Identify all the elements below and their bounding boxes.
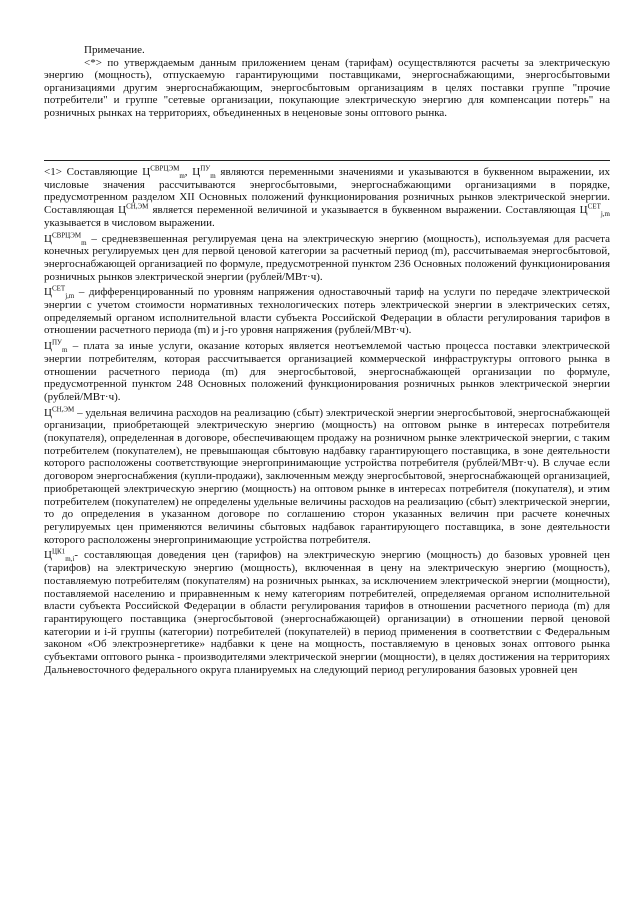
note-text: <*> по утверждаемым данным приложением ценам (тарифам) осуществляются расчеты за электрическую энергию (мощность), отпускаемую гарантирующими поставщиками, энергоснабжающими, энергосбытовыми организациями другим энергоснабжающим, энергосбытовым организациям в целях поставки группе "прочие потребители" и группе "сетевые организации, покупающие электрическую энергию для компенсации потерь" на розничных рынках на территориях, объединенных в неценовые зоны оптового рынка. (44, 56, 610, 119)
symbol-svrtsem: $Ц^{СВРЦЭМ}_m$ (44, 230, 87, 247)
definition-set (44, 286, 610, 337)
definition-set-text: – дифференцированный по уровням напряжения одноставочный тариф на услуги по передаче электрической энергии с учетом стоимости нормативных технологических потерь электрической энергии в электрических сетях, определяемый органом исполнительной власти субъекта Российской Федерации в области регулирования тарифов в отношении расчетного периода (m) и j-го уровня напряжения (рублей/МВт·ч). (44, 286, 611, 337)
definitions-section (44, 166, 610, 679)
note-heading: Примечание. (84, 44, 145, 56)
definition-pu-text: – плата за иные услуги, оказание которых является неотъемлемой частью процесса поставки электрической энергии потребителям, которая рассчитывается организацией коммерческой инфраструктуры оптового рынка в отношении расчетного периода (m) для энергосбытовой, энергоснабжающей организации по формуле, предусмотренной пунктом 248 Основных положений функционирования розничных рынков электрической энергии (рублей/МВт·ч). (44, 340, 611, 403)
symbol-set: $Ц^{СЕТ}_{j,m}$ (44, 284, 75, 301)
footnote-1-text-2: является переменной величиной и указывается в буквенном выражении. Составляющая (148, 204, 580, 217)
footnote-1-text-1: являются переменными значениями и указываются в буквенном выражении, их числовые значения рассчитываются энергосбытовыми, энергоснабжающими организациями в порядке, предусмотренном разделом XII Основных положений функционирования розничных рынков электрической энергии. Составляющая (44, 166, 611, 217)
separator: , (184, 166, 193, 178)
definition-pu (44, 340, 610, 404)
definition-tsk1-text: - составляющая доведения цен (тарифов) на электрическую энергию (мощность) до базовых уровней цен (тарифов) на электрическую энергию (мощность), включенная в цену на электрическую энергию (мощность), поставляемую потребителям (покупателям) на розничных рынках, за исключением электрической энергии (мощности), поставляемой населению и приравненным к нему категориям потребителей, определяемая органом исполнительной власти субъекта Российской Федерации в области регулирования тарифов в отношении расчетного периода (m) для гарантирующего поставщика (энергосбытовой (энергоснабжающей) организации) в отношении первой ценовой категории и i-й группы (категории) потребителей (покупателей) в период применения в соответствии с Федеральным законом «Об электроэнергетике» надбавки к цене на мощность, поставляемую в ценовых зонах оптового рынка субъектами оптового рынка - производителями электрической энергии (мощности), в целях достижения на территориях Дальневосточного федерального округа планируемых на следующий период регулирования базовых уровней цен (44, 549, 610, 676)
definition-snem (44, 407, 610, 547)
definition-tsk1 (44, 549, 610, 676)
footnote-1-lead: <1> Составляющие (44, 166, 143, 178)
definition-snem-text: – удельная величина расходов на реализацию (сбыт) электрической энергии энергосбытовой, энергоснабжающей организации, приобретающей электрическую энергию (мощность) на оптовом рынке в интересах потребителя (покупателя), определенная в договоре, обеспечивающем продажу на розничном рынке электрической энергии, с таким потребителем (покупателем), не превышающая сбытовую надбавку гарантирующего поставщика, в зоне деятельности которого расположены соответствующие энергопринимающие устройства потребителя (рублей/МВт·ч). В случае если договором энергоснабжения (купли-продажи), заключенным между энергосбытовой, энергоснабжающей организацией, приобретающей электрическую энергию (мощность) на оптовом рынке в интересах потребителя (покупателя), и этим потребителем (покупателем) не определены удельные величины расходов на реализацию (сбыт) электрической энергии, то до определения в указанном договоре по соглашению сторон указанных величин при расчете конечных регулируемых цен применяются величины сбытовых надбавок гарантирующего поставщика, в зоне деятельности которого расположены энергопринимающие устройства потребителя. (44, 406, 610, 546)
definition-svrtsem (44, 230, 611, 284)
symbol-snem: $Ц^{СН,ЭМ}$ (44, 405, 75, 419)
symbol-tsk1: $Ц^{ЦК1}_{m,i}$ (44, 547, 75, 564)
definition-svrtsem-text: – средневзвешенная регулируемая цена на электрическую энергию (мощность), используемая для расчета конечных регулируемых цен для первой ценовой категории за расчетный период (m), рассчитываемая энергосбытовой, энергоснабжающей организацией по формуле, предусмотренной пунктом 236 Основных положений функционирования розничных рынков электрической энергии (рублей/МВт·ч). (44, 232, 611, 283)
footnote-1 (44, 166, 610, 230)
symbol-pu: $Ц^{ПУ}_m$ (192, 164, 216, 181)
symbol-pu: $Ц^{ПУ}_m$ (44, 338, 68, 355)
symbol-set: $Ц^{СЕТ}_{j,m}$ (579, 202, 610, 219)
symbol-svrtsem: $Ц^{СВРЦЭМ}_m$ (142, 164, 185, 181)
divider-line (44, 160, 610, 161)
symbol-snem: $Ц^{СН,ЭМ}$ (118, 202, 149, 217)
footnote-section (44, 44, 610, 120)
footnote-1-text-3: указывается в числовом выражении. (44, 216, 215, 229)
